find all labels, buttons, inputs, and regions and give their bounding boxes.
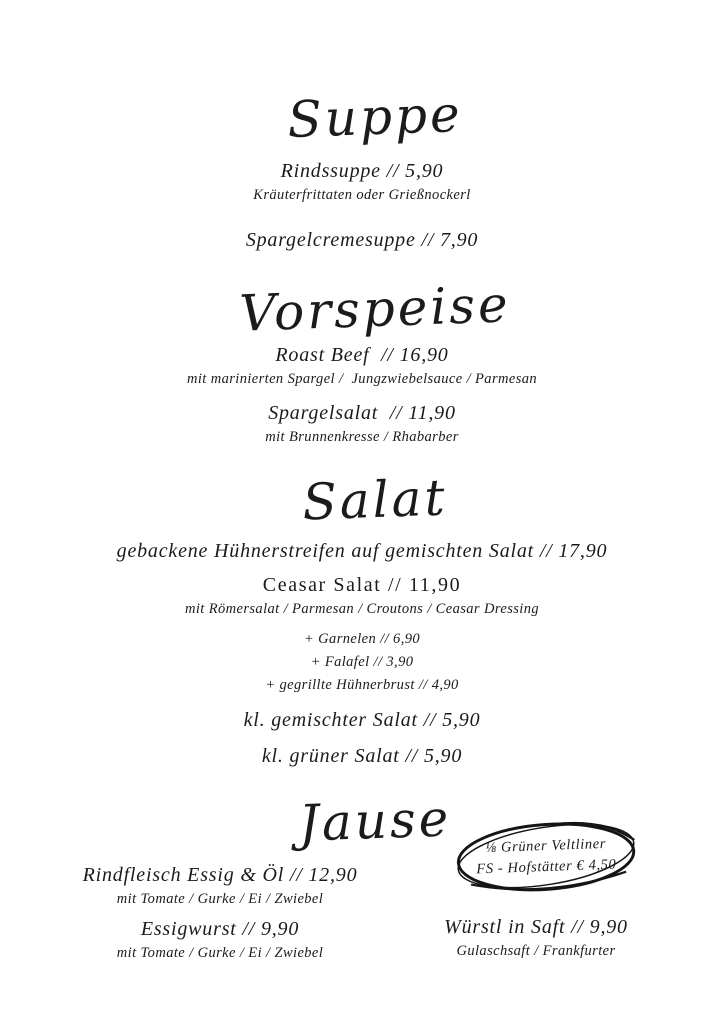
menu-item-rindssuppe xyxy=(0,158,724,205)
menu-item-spargelcremesuppe xyxy=(0,227,724,254)
menu-item-title: Rindfleisch Essig & Öl // 12,90 xyxy=(82,864,358,886)
menu-item-desc: mit Tomate / Gurke / Ei / Zwiebel xyxy=(116,891,324,907)
menu-item-spargelsalat xyxy=(0,400,724,447)
menu-item-title: Rindssuppe // 5,90 xyxy=(280,160,444,182)
section-heading-vorspeise: Vorspeise xyxy=(238,275,512,343)
menu-addon-huehnerbrust: + gegrillte Hühnerbrust // 4,90 xyxy=(265,677,459,693)
section-salat xyxy=(0,467,724,770)
menu-item-title: kl. grüner Salat // 5,90 xyxy=(261,745,463,767)
section-jause xyxy=(0,786,724,1023)
section-heading-jause: Jause xyxy=(297,789,453,853)
menu-item-title: Spargelcremesuppe // 7,90 xyxy=(245,229,479,251)
menu-item-title: Würstl in Saft // 9,90 xyxy=(444,916,628,938)
menu-item-essigwurst xyxy=(0,916,440,963)
menu-item-kl-gemischter-salat xyxy=(0,707,724,734)
menu-item-title: Ceasar Salat // 11,90 xyxy=(262,574,462,596)
menu-item-title: gebackene Hühnerstreifen auf gemischten Salat // 17,90 xyxy=(116,540,608,562)
menu-item-desc: Kräuterfrittaten oder Grießnockerl xyxy=(253,187,471,203)
section-suppe xyxy=(0,84,724,254)
menu-item-title: Roast Beef // 16,90 xyxy=(275,344,449,366)
menu-addon-garnelen: + Garnelen // 6,90 xyxy=(303,631,421,647)
wine-special-badge xyxy=(449,816,643,897)
menu-item-ceasar-salat xyxy=(0,572,724,619)
menu-item-title: Spargelsalat // 11,90 xyxy=(268,402,456,424)
section-heading-suppe: Suppe xyxy=(286,84,464,150)
menu-item-desc: mit marinierten Spargel / Jungzwiebelsauce / Parmesan xyxy=(186,371,538,387)
section-vorspeise xyxy=(0,276,724,447)
menu-item-desc: mit Tomate / Gurke / Ei / Zwiebel xyxy=(116,945,324,961)
menu-item-rindfleisch-essig-oel xyxy=(0,862,440,909)
menu-item-wuerstl-in-saft xyxy=(398,914,674,961)
wine-badge-text xyxy=(449,816,643,897)
menu-item-desc: mit Römersalat / Parmesan / Croutons / Ceasar Dressing xyxy=(184,601,540,617)
menu-item-title: Essigwurst // 9,90 xyxy=(140,918,300,940)
menu-item-title: kl. gemischter Salat // 5,90 xyxy=(243,709,481,731)
wine-badge-line2: FS - Hofstätter € 4,50 xyxy=(476,856,617,877)
menu-item-kl-gruener-salat xyxy=(0,743,724,770)
menu-addon-falafel: + Falafel // 3,90 xyxy=(310,654,414,670)
wine-badge-line1: ⅛ Grüner Veltliner xyxy=(485,835,607,856)
menu-item-desc: mit Brunnenkresse / Rhabarber xyxy=(265,429,459,445)
section-heading-salat: Salat xyxy=(301,468,449,532)
menu-item-desc: Gulaschsaft / Frankfurter xyxy=(456,943,616,959)
